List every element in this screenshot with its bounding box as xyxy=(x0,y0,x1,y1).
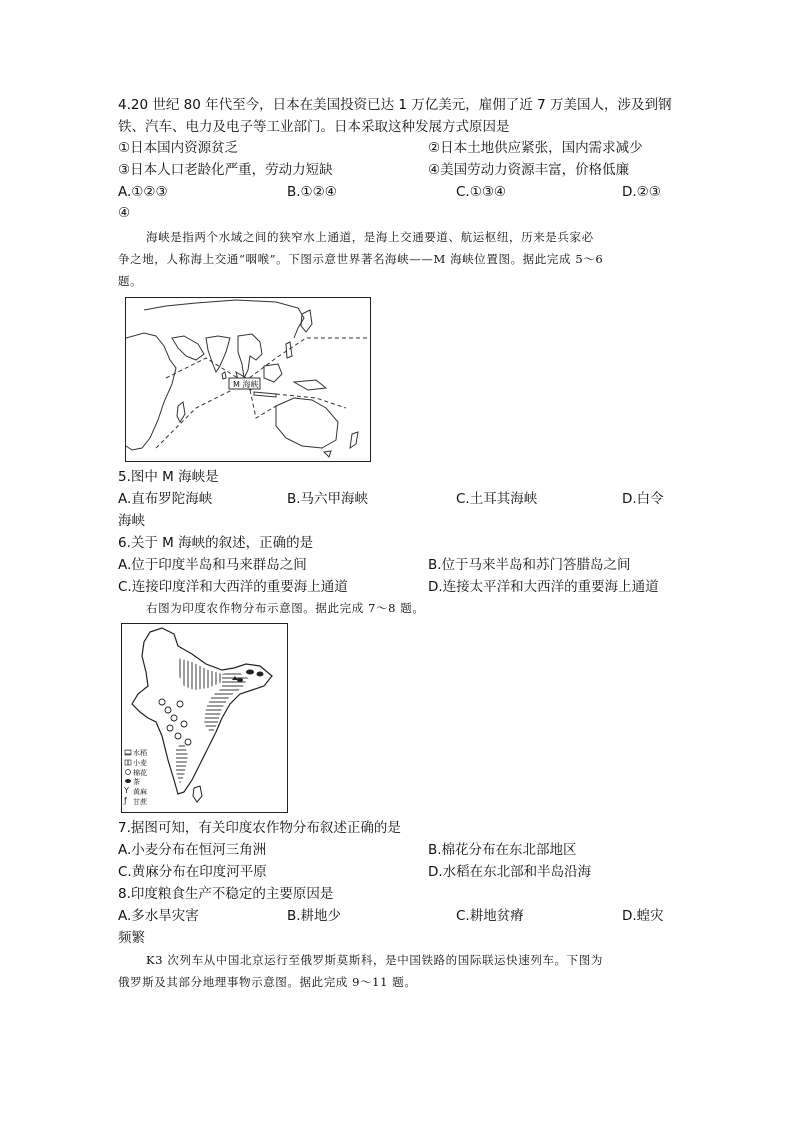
strait-map-drawing xyxy=(126,298,370,461)
q7-option-b: B.棉花分布在东北部地区 xyxy=(428,842,577,858)
q4-item-4: ④美国劳动力资源丰富，价格低廉 xyxy=(428,162,630,178)
passage3-line1: K3 次列车从中国北京运行至俄罗斯莫斯科，是中国铁路的国际联运快速列车。下图为 xyxy=(146,953,603,967)
legend-cotton: 棉花 xyxy=(133,769,147,777)
q4-option-a: A.①②③ xyxy=(118,184,168,200)
passage2-line1: 右图为印度农作物分布示意图。据此完成 7～8 题。 xyxy=(146,601,425,615)
q6-option-c: C.连接印度洋和大西洋的重要海上通道 xyxy=(118,579,348,595)
q7-stem: 7.据图可知，有关印度农作物分布叙述正确的是 xyxy=(118,820,401,836)
sri-lanka-outline xyxy=(193,786,202,802)
q5-option-c: C.土耳其海峡 xyxy=(456,491,538,507)
legend-wheat: 小麦 xyxy=(133,759,147,767)
q7-option-a: A.小麦分布在恒河三角洲 xyxy=(118,842,267,858)
q4-item-3: ③日本人口老龄化严重，劳动力短缺 xyxy=(118,162,333,178)
q8-option-d-wrap: 频繁 xyxy=(118,930,145,946)
strait-location-map xyxy=(125,297,371,462)
passage1-line2: 争之地，人称海上交通“咽喉”。下图示意世界著名海峡——M 海峡位置图。据此完成 5～6 xyxy=(118,252,604,266)
q6-stem: 6.关于 M 海峡的叙述，正确的是 xyxy=(118,535,314,551)
india-outline xyxy=(132,628,272,794)
legend-tea: 茶 xyxy=(133,778,140,786)
q4-stem-line1: 4.20 世纪 80 年代至今，日本在美国投资已达 1 万亿美元，雇佣了近 7 万美国人，涉及到钢 xyxy=(118,97,672,113)
q4-option-d-wrap: ④ xyxy=(118,205,131,221)
svg-text:ƒ: ƒ xyxy=(124,796,127,805)
strait-label: M 海峡 xyxy=(233,380,259,389)
q6-option-d: D.连接太平洋和大西洋的重要海上通道 xyxy=(428,579,659,595)
q4-item-2: ②日本土地供应紧张，国内需求减少 xyxy=(428,140,643,156)
q8-stem: 8.印度粮食生产不稳定的主要原因是 xyxy=(118,886,334,902)
legend-sugarcane: 甘蔗 xyxy=(133,798,147,806)
q4-stem-line2: 铁、汽车、电力及电子等工业部门。日本采取这种发展方式原因是 xyxy=(118,119,510,135)
india-map-drawing xyxy=(122,624,287,812)
passage1-line3: 题。 xyxy=(118,274,143,288)
india-crop-map xyxy=(121,623,288,813)
q6-option-b: B.位于马来半岛和苏门答腊岛之间 xyxy=(428,557,631,573)
q5-option-b: B.马六甲海峡 xyxy=(287,491,369,507)
svg-text:Y: Y xyxy=(124,786,129,795)
q4-item-1: ①日本国内资源贫乏 xyxy=(118,140,239,156)
q8-option-c: C.耕地贫瘠 xyxy=(456,908,524,924)
q5-option-a: A.直布罗陀海峡 xyxy=(118,491,213,507)
q8-option-d: D.蝗灾 xyxy=(622,908,664,924)
q7-option-d: D.水稻在东北部和半岛沿海 xyxy=(428,864,592,880)
passage3-line2: 俄罗斯及其部分地理事物示意图。据此完成 9～11 题。 xyxy=(118,975,417,989)
legend-rice: 水稻 xyxy=(133,749,147,757)
passage1-line1: 海峡是指两个水域之间的狭窄水上通道，是海上交通要道、航运枢纽，历来是兵家必 xyxy=(146,230,594,244)
q7-option-c: C.黄麻分布在印度河平原 xyxy=(118,864,267,880)
legend-jute: 黄麻 xyxy=(133,788,147,796)
q4-option-b: B.①②④ xyxy=(287,184,337,200)
legend xyxy=(123,748,148,806)
q8-option-a: A.多水旱灾害 xyxy=(118,908,199,924)
q4-option-c: C.①③④ xyxy=(456,184,507,200)
q5-option-d: D.白令 xyxy=(622,491,664,507)
q6-option-a: A.位于印度半岛和马来群岛之间 xyxy=(118,557,307,573)
q4-option-d: D.②③ xyxy=(622,184,661,200)
q5-stem: 5.图中 M 海峡是 xyxy=(118,469,219,485)
q5-option-d-wrap: 海峡 xyxy=(118,513,145,529)
q8-option-b: B.耕地少 xyxy=(287,908,342,924)
